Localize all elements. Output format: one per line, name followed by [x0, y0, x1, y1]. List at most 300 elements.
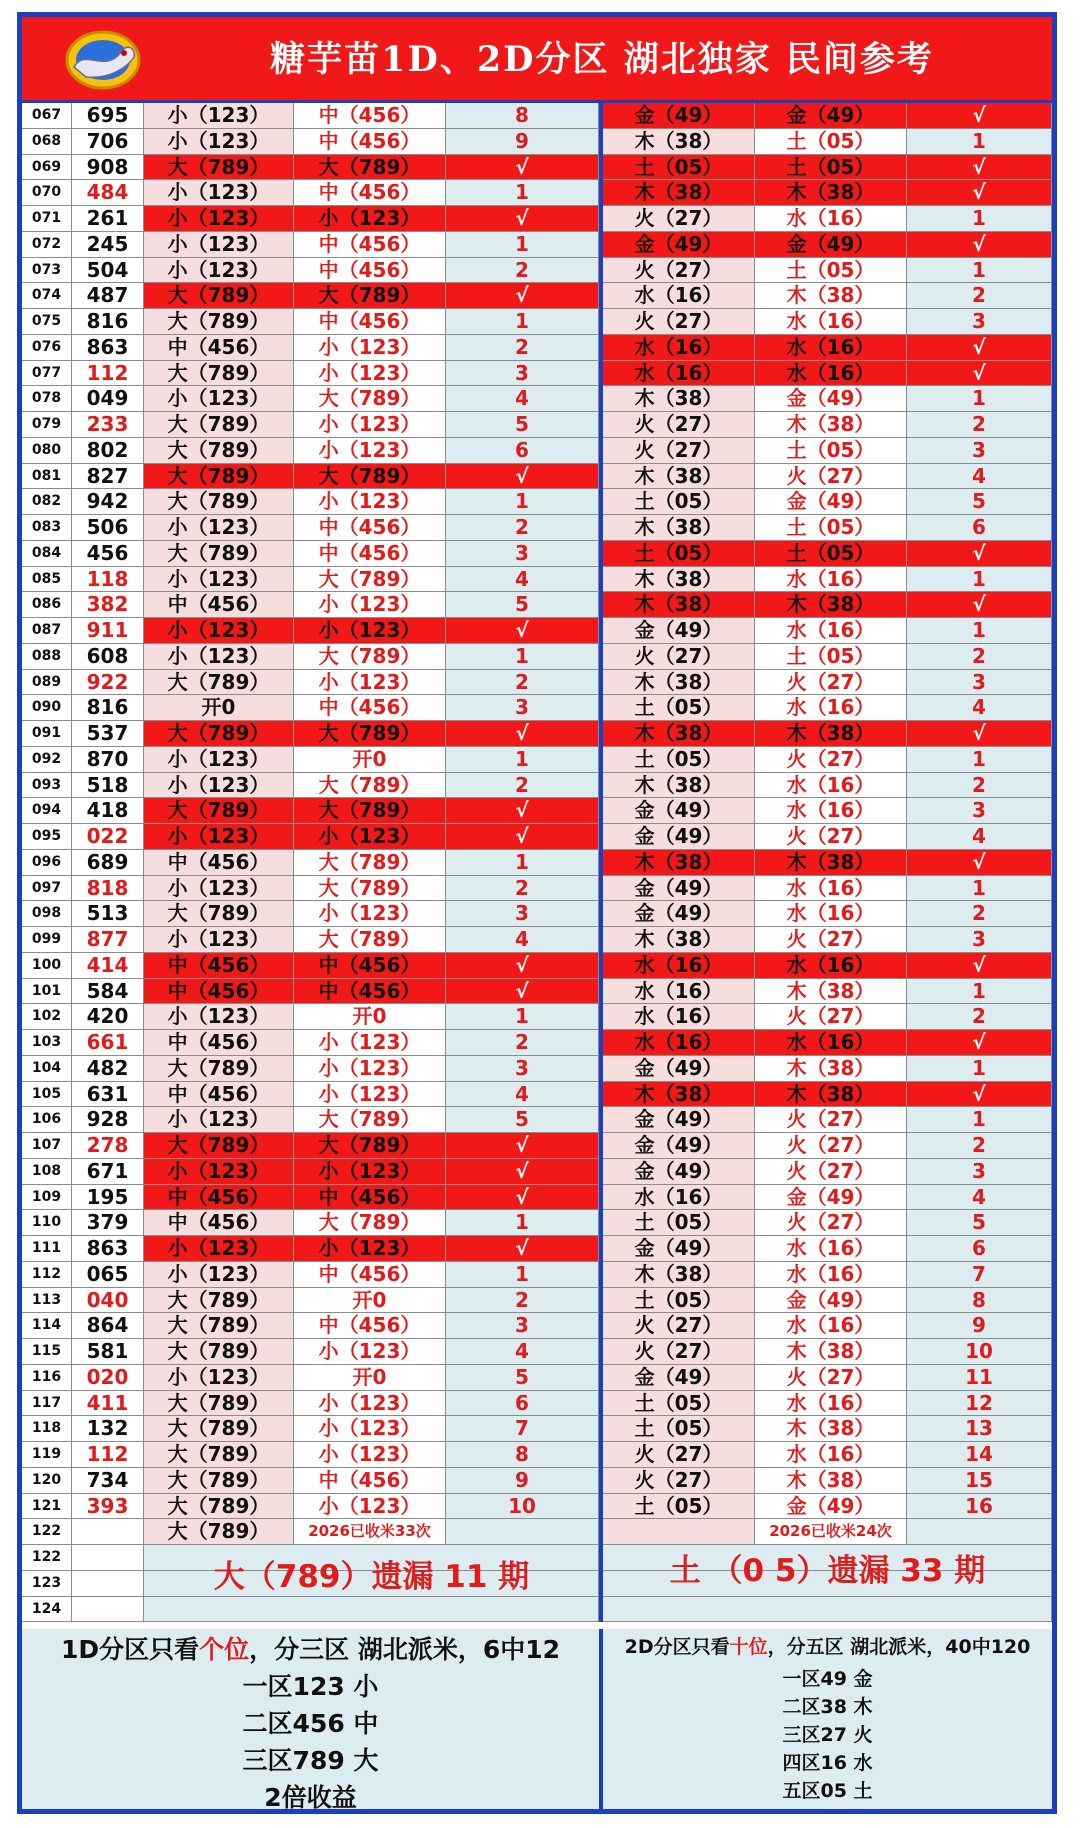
table-row: [22, 1494, 1052, 1520]
period-cell: 108: [22, 1159, 72, 1185]
zone-1d-actual-cell: 中（456）: [144, 1210, 294, 1236]
streak-2d-cell: 14: [907, 1442, 1052, 1468]
zone-2d-pred-cell: 土（05）: [755, 541, 907, 567]
zone-2d-pred-cell: 水（16）: [755, 1236, 907, 1262]
streak-2d-cell: 1: [907, 618, 1052, 644]
period-cell: 121: [22, 1494, 72, 1520]
legend-2d-zone: 一区49 金: [782, 1668, 873, 1690]
zone-2d-actual-cell: 木（38）: [603, 670, 755, 696]
streak-1d-cell: 3: [446, 361, 599, 387]
table-row: [22, 206, 1052, 232]
zone-2d-pred-cell: 土（05）: [755, 258, 907, 284]
zone-1d-pred-cell: 中（456）: [294, 1262, 446, 1288]
period-cell: 084: [22, 541, 72, 567]
zone-2d-pred-cell: 火（27）: [755, 1159, 907, 1185]
streak-1d-cell: 6: [446, 1391, 599, 1417]
zone-2d-pred-cell: 土（05）: [755, 438, 907, 464]
zone-1d-actual-cell: 大（789）: [144, 541, 294, 567]
streak-2d-cell: 1: [907, 1107, 1052, 1133]
zone-1d-pred-cell: 中（456）: [294, 258, 446, 284]
draw-number-cell: [72, 1571, 144, 1597]
draw-number-cell: 908: [72, 155, 144, 181]
zone-2d-pred-cell: 土（05）: [755, 129, 907, 155]
draw-number-cell: 132: [72, 1416, 144, 1442]
zone-1d-actual-cell: 大（789）: [144, 1313, 294, 1339]
table-row: [22, 1056, 1052, 1082]
period-cell: 082: [22, 489, 72, 515]
zone-2d-actual-cell: 金（49）: [603, 618, 755, 644]
zone-2d-actual-cell: 土（05）: [603, 1288, 755, 1314]
zone-2d-pred-cell: 金（49）: [755, 386, 907, 412]
zone-2d-actual-cell: 土（05）: [603, 695, 755, 721]
period-cell: 123: [22, 1571, 72, 1597]
table-row: [22, 567, 1052, 593]
zone-2d-pred-cell: 木（38）: [755, 1468, 907, 1494]
streak-1d-cell: √: [446, 1236, 599, 1262]
zone-2d-pred-cell: 水（16）: [755, 798, 907, 824]
zone-1d-actual-cell: 大（789）: [144, 1339, 294, 1365]
draw-number-cell: 942: [72, 489, 144, 515]
zone-2d-pred-cell: 木（38）: [755, 1416, 907, 1442]
zone-2d-pred-cell: 金（49）: [755, 1185, 907, 1211]
zone-1d-pred-cell: 中（456）: [294, 1185, 446, 1211]
zone-1d-pred-cell: 小（123）: [294, 592, 446, 618]
legend-2d-zone: 二区38 木: [782, 1696, 873, 1718]
zone-1d-actual-cell: 小（123）: [144, 515, 294, 541]
draw-number-cell: 631: [72, 1082, 144, 1108]
streak-1d-cell: [446, 1519, 599, 1545]
zone-1d-actual-cell: 小（123）: [144, 1159, 294, 1185]
zone-2d-pred-cell: 火（27）: [755, 670, 907, 696]
zone-2d-actual-cell: 水（16）: [603, 283, 755, 309]
zone-1d-actual-cell: 中（456）: [144, 592, 294, 618]
zone-2d-actual-cell: 金（49）: [603, 1107, 755, 1133]
period-cell: 080: [22, 438, 72, 464]
streak-2d-cell: 13: [907, 1416, 1052, 1442]
zone-1d-actual-cell: 大（789）: [144, 438, 294, 464]
zone-1d-pred-cell: 中（456）: [294, 1468, 446, 1494]
streak-1d-cell: 3: [446, 1313, 599, 1339]
zone-2d-actual-cell: [603, 1519, 755, 1545]
zone-1d-pred-cell: 小（123）: [294, 412, 446, 438]
zone-2d-pred-cell: 水（16）: [755, 206, 907, 232]
period-cell: 102: [22, 1004, 72, 1030]
streak-1d-cell: √: [446, 618, 599, 644]
draw-number-cell: 411: [72, 1391, 144, 1417]
zone-1d-actual-cell: 大（789）: [144, 1416, 294, 1442]
draw-number-cell: 484: [72, 180, 144, 206]
zone-1d-pred-cell: 小（123）: [294, 1030, 446, 1056]
footer-right-legend: [603, 1629, 1052, 1814]
period-cell: 114: [22, 1313, 72, 1339]
zone-1d-pred-cell: 小（123）: [294, 1082, 446, 1108]
zone-2d-actual-cell: 金（49）: [603, 1056, 755, 1082]
zone-1d-actual-cell: 小（123）: [144, 232, 294, 258]
draw-number-cell: 922: [72, 670, 144, 696]
table-row: [22, 1185, 1052, 1211]
streak-1d-cell: √: [446, 1159, 599, 1185]
table-row: [22, 1365, 1052, 1391]
period-cell: 117: [22, 1391, 72, 1417]
period-cell: 090: [22, 695, 72, 721]
legend-2d-rule: 2D分区只看十位，分五区 湖北派米，40中120: [624, 1636, 1031, 1658]
zone-1d-pred-cell: 小（123）: [294, 1416, 446, 1442]
legend-1d-profit: 2倍收益: [264, 1783, 357, 1812]
zone-1d-actual-cell: 大（789）: [144, 670, 294, 696]
zone-1d-pred-cell: 大（789）: [294, 464, 446, 490]
zone-1d-pred-cell: 中（456）: [294, 979, 446, 1005]
table-row: [22, 927, 1052, 953]
streak-1d-cell: 9: [446, 129, 599, 155]
table-row: [22, 1313, 1052, 1339]
zone-2d-pred-cell: 金（49）: [755, 489, 907, 515]
draw-number-cell: 513: [72, 901, 144, 927]
table-row: [22, 721, 1052, 747]
draw-number-cell: 118: [72, 567, 144, 593]
period-cell: 092: [22, 747, 72, 773]
streak-1d-cell: 1: [446, 1262, 599, 1288]
draw-number-cell: 245: [72, 232, 144, 258]
draw-number-cell: 802: [72, 438, 144, 464]
period-cell: 119: [22, 1442, 72, 1468]
hit-count-1d-note: 2026已收米33次: [294, 1519, 446, 1545]
zone-1d-pred-cell: 大（789）: [294, 155, 446, 181]
period-cell: 076: [22, 335, 72, 361]
zone-2d-pred-cell: 火（27）: [755, 1107, 907, 1133]
zone-1d-pred-cell: 小（123）: [294, 438, 446, 464]
zone-2d-actual-cell: 土（05）: [603, 1391, 755, 1417]
draw-number-cell: 537: [72, 721, 144, 747]
zone-1d-actual-cell: 小（123）: [144, 1262, 294, 1288]
table-row: [22, 747, 1052, 773]
zone-1d-actual-cell: 小（123）: [144, 567, 294, 593]
streak-2d-cell: √: [907, 335, 1052, 361]
zone-2d-pred-cell: 水（16）: [755, 1391, 907, 1417]
zone-1d-actual-cell: 开0: [144, 695, 294, 721]
streak-2d-cell: 9: [907, 1313, 1052, 1339]
zone-1d-pred-cell: 大（789）: [294, 644, 446, 670]
zone-1d-actual-cell: 小（123）: [144, 129, 294, 155]
streak-1d-cell: √: [446, 979, 599, 1005]
legend-2d-zone: 四区16 水: [782, 1752, 873, 1774]
zone-1d-pred-cell: 大（789）: [294, 721, 446, 747]
zone-2d-pred-cell: 水（16）: [755, 876, 907, 902]
table-row: [22, 953, 1052, 979]
draw-number-cell: 049: [72, 386, 144, 412]
table-row: [22, 1519, 1052, 1545]
zone-1d-actual-cell: 大（789）: [144, 489, 294, 515]
zone-2d-actual-cell: 土（05）: [603, 489, 755, 515]
period-cell: 115: [22, 1339, 72, 1365]
zone-2d-actual-cell: 金（49）: [603, 901, 755, 927]
miss-2d-summary: 土 （0 5）遗漏 33 期: [669, 1553, 986, 1589]
draw-number-cell: 112: [72, 1442, 144, 1468]
zone-1d-pred-cell: 小（123）: [294, 1056, 446, 1082]
draw-number-cell: 671: [72, 1159, 144, 1185]
zone-2d-actual-cell: 木（38）: [603, 850, 755, 876]
data-table: [22, 103, 1052, 1629]
zone-1d-pred-cell: 小（123）: [294, 670, 446, 696]
streak-2d-cell: √: [907, 361, 1052, 387]
period-cell: 103: [22, 1030, 72, 1056]
table-row: [22, 232, 1052, 258]
zone-2d-actual-cell: 土（05）: [603, 747, 755, 773]
streak-1d-cell: 3: [446, 1056, 599, 1082]
legend-2d-zone: 三区27 火: [782, 1724, 873, 1746]
zone-2d-actual-cell: 木（38）: [603, 592, 755, 618]
table-row: [22, 412, 1052, 438]
zone-1d-actual-cell: 小（123）: [144, 180, 294, 206]
zone-2d-actual-cell: 土（05）: [603, 1210, 755, 1236]
zone-2d-actual-cell: 火（27）: [603, 1339, 755, 1365]
zone-2d-actual-cell: 木（38）: [603, 129, 755, 155]
draw-number-cell: 518: [72, 773, 144, 799]
zone-2d-pred-cell: 土（05）: [755, 644, 907, 670]
draw-number-cell: [72, 1545, 144, 1571]
zone-2d-actual-cell: 金（49）: [603, 1133, 755, 1159]
draw-number-cell: 379: [72, 1210, 144, 1236]
streak-1d-cell: 2: [446, 515, 599, 541]
zone-1d-pred-cell: 中（456）: [294, 515, 446, 541]
zone-1d-pred-cell: 小（123）: [294, 1442, 446, 1468]
streak-1d-cell: 1: [446, 1004, 599, 1030]
zone-2d-pred-cell: 木（38）: [755, 412, 907, 438]
draw-number-cell: 734: [72, 1468, 144, 1494]
zone-2d-pred-cell: 火（27）: [755, 464, 907, 490]
streak-1d-cell: 1: [446, 850, 599, 876]
period-cell: 106: [22, 1107, 72, 1133]
period-cell: 101: [22, 979, 72, 1005]
zone-1d-actual-cell: 小（123）: [144, 1236, 294, 1262]
zone-2d-actual-cell: 金（49）: [603, 232, 755, 258]
streak-1d-cell: 1: [446, 489, 599, 515]
streak-1d-cell: 2: [446, 1288, 599, 1314]
zone-2d-pred-cell: 水（16）: [755, 953, 907, 979]
zone-1d-pred-cell: 小（123）: [294, 1339, 446, 1365]
draw-number-cell: 689: [72, 850, 144, 876]
zone-2d-actual-cell: 木（38）: [603, 386, 755, 412]
period-cell: 122: [22, 1519, 72, 1545]
streak-2d-cell: [907, 1519, 1052, 1545]
period-cell: 112: [22, 1262, 72, 1288]
streak-2d-cell: 6: [907, 1236, 1052, 1262]
zone-1d-pred-cell: 小（123）: [294, 824, 446, 850]
zone-1d-actual-cell: 大（789）: [144, 901, 294, 927]
period-cell: 096: [22, 850, 72, 876]
zone-2d-actual-cell: 木（38）: [603, 1082, 755, 1108]
zone-1d-actual-cell: 大（789）: [144, 464, 294, 490]
zone-2d-pred-cell: 土（05）: [755, 515, 907, 541]
streak-1d-cell: 1: [446, 309, 599, 335]
draw-number-cell: 112: [72, 361, 144, 387]
table-row: [22, 515, 1052, 541]
draw-number-cell: 816: [72, 695, 144, 721]
zone-2d-actual-cell: 金（49）: [603, 1159, 755, 1185]
zone-1d-actual-cell: 小（123）: [144, 103, 294, 129]
zone-2d-pred-cell: 火（27）: [755, 1365, 907, 1391]
table-row: [22, 1597, 1052, 1623]
streak-2d-cell: √: [907, 953, 1052, 979]
zone-1d-actual-cell: 中（456）: [144, 953, 294, 979]
streak-2d-cell: 3: [907, 798, 1052, 824]
zone-2d-pred-cell: 水（16）: [755, 1313, 907, 1339]
zone-1d-actual-cell: 中（456）: [144, 1030, 294, 1056]
zone-2d-actual-cell: 木（38）: [603, 567, 755, 593]
miss-1d-summary: 大（789）遗漏 11 期: [213, 1559, 530, 1595]
table-row: [22, 438, 1052, 464]
zone-1d-pred-cell: 中（456）: [294, 103, 446, 129]
streak-2d-cell: 3: [907, 309, 1052, 335]
streak-1d-cell: √: [446, 1133, 599, 1159]
table-row: [22, 283, 1052, 309]
zone-1d-actual-cell: 小（123）: [144, 824, 294, 850]
zone-2d-pred-cell: 水（16）: [755, 618, 907, 644]
streak-2d-cell: 2: [907, 283, 1052, 309]
table-row: [22, 773, 1052, 799]
table-row: [22, 1288, 1052, 1314]
table-row: [22, 1262, 1052, 1288]
zone-2d-pred-cell: 火（27）: [755, 1210, 907, 1236]
zone-2d-pred-cell: 金（49）: [755, 103, 907, 129]
zone-2d-actual-cell: 木（38）: [603, 927, 755, 953]
table-row: [22, 1468, 1052, 1494]
table-row: [22, 258, 1052, 284]
table-row: [22, 592, 1052, 618]
zone-1d-pred-cell: 中（456）: [294, 180, 446, 206]
zone-2d-pred-cell: 木（38）: [755, 1339, 907, 1365]
zone-2d-actual-cell: 水（16）: [603, 953, 755, 979]
footer-left-legend: [22, 1629, 599, 1814]
zone-2d-pred-cell: 水（16）: [755, 567, 907, 593]
blank-1d-area: [144, 1597, 599, 1623]
table-row: [22, 1391, 1052, 1417]
table-row: [22, 798, 1052, 824]
zone-1d-actual-cell: 小（123）: [144, 206, 294, 232]
zone-1d-pred-cell: 大（789）: [294, 283, 446, 309]
zone-2d-actual-cell: 水（16）: [603, 335, 755, 361]
streak-1d-cell: 5: [446, 1107, 599, 1133]
table-row: [22, 1082, 1052, 1108]
streak-2d-cell: 2: [907, 901, 1052, 927]
streak-1d-cell: 4: [446, 567, 599, 593]
zone-1d-pred-cell: 中（456）: [294, 953, 446, 979]
streak-1d-cell: 10: [446, 1494, 599, 1520]
zone-1d-pred-cell: 大（789）: [294, 773, 446, 799]
streak-2d-cell: 2: [907, 773, 1052, 799]
period-cell: 070: [22, 180, 72, 206]
zone-2d-pred-cell: 水（16）: [755, 901, 907, 927]
draw-number-cell: 661: [72, 1030, 144, 1056]
period-cell: 095: [22, 824, 72, 850]
zone-2d-actual-cell: 木（38）: [603, 180, 755, 206]
table-row: [22, 541, 1052, 567]
streak-2d-cell: √: [907, 155, 1052, 181]
zone-2d-actual-cell: 金（49）: [603, 798, 755, 824]
zone-1d-actual-cell: 中（456）: [144, 1185, 294, 1211]
zone-1d-pred-cell: 小（123）: [294, 618, 446, 644]
streak-1d-cell: √: [446, 798, 599, 824]
zone-2d-actual-cell: 水（16）: [603, 361, 755, 387]
zone-2d-actual-cell: 土（05）: [603, 1416, 755, 1442]
zone-2d-pred-cell: 金（49）: [755, 1494, 907, 1520]
period-cell: 071: [22, 206, 72, 232]
draw-number-cell: 911: [72, 618, 144, 644]
zone-1d-actual-cell: 大（789）: [144, 283, 294, 309]
draw-number-cell: 863: [72, 1236, 144, 1262]
zone-1d-pred-cell: 中（456）: [294, 1313, 446, 1339]
zone-1d-actual-cell: 小（123）: [144, 618, 294, 644]
zone-1d-actual-cell: 大（789）: [144, 1288, 294, 1314]
period-cell: 111: [22, 1236, 72, 1262]
hit-count-2d-note: 2026已收米24次: [755, 1519, 907, 1545]
streak-1d-cell: 1: [446, 232, 599, 258]
zone-1d-pred-cell: 小（123）: [294, 206, 446, 232]
zone-2d-pred-cell: 木（38）: [755, 721, 907, 747]
zone-2d-pred-cell: 火（27）: [755, 1004, 907, 1030]
draw-number-cell: 506: [72, 515, 144, 541]
streak-1d-cell: 5: [446, 1365, 599, 1391]
zone-2d-actual-cell: 火（27）: [603, 258, 755, 284]
streak-2d-cell: 8: [907, 1288, 1052, 1314]
zone-2d-actual-cell: 水（16）: [603, 1185, 755, 1211]
table-row: [22, 1416, 1052, 1442]
streak-1d-cell: 4: [446, 1339, 599, 1365]
period-cell: 107: [22, 1133, 72, 1159]
period-cell: 072: [22, 232, 72, 258]
table-row: [22, 695, 1052, 721]
streak-1d-cell: 4: [446, 1082, 599, 1108]
streak-2d-cell: 12: [907, 1391, 1052, 1417]
draw-number-cell: 870: [72, 747, 144, 773]
draw-number-cell: 195: [72, 1185, 144, 1211]
table-row: [22, 670, 1052, 696]
streak-2d-cell: 7: [907, 1262, 1052, 1288]
zone-2d-actual-cell: 火（27）: [603, 206, 755, 232]
zone-2d-pred-cell: 木（38）: [755, 1056, 907, 1082]
zone-2d-pred-cell: 木（38）: [755, 592, 907, 618]
streak-2d-cell: 2: [907, 1004, 1052, 1030]
draw-number-cell: 816: [72, 309, 144, 335]
period-cell: 091: [22, 721, 72, 747]
zone-2d-pred-cell: 水（16）: [755, 773, 907, 799]
streak-1d-cell: 2: [446, 670, 599, 696]
streak-2d-cell: √: [907, 180, 1052, 206]
zone-2d-actual-cell: 火（27）: [603, 644, 755, 670]
zone-2d-actual-cell: 土（05）: [603, 155, 755, 181]
table-row: [22, 1133, 1052, 1159]
zone-2d-pred-cell: 木（38）: [755, 979, 907, 1005]
zone-1d-actual-cell: 大（789）: [144, 1494, 294, 1520]
zone-1d-actual-cell: 中（456）: [144, 850, 294, 876]
zone-2d-actual-cell: 金（49）: [603, 876, 755, 902]
period-cell: 077: [22, 361, 72, 387]
streak-1d-cell: 9: [446, 1468, 599, 1494]
period-cell: 078: [22, 386, 72, 412]
draw-number-cell: [72, 1519, 144, 1545]
legend-1d-zone: 二区456 中: [242, 1709, 379, 1738]
zone-2d-pred-cell: 火（27）: [755, 824, 907, 850]
table-row: [22, 1236, 1052, 1262]
streak-2d-cell: 3: [907, 670, 1052, 696]
zone-1d-actual-cell: 小（123）: [144, 1004, 294, 1030]
zone-1d-pred-cell: 中（456）: [294, 541, 446, 567]
zone-2d-pred-cell: 木（38）: [755, 180, 907, 206]
period-cell: 109: [22, 1185, 72, 1211]
period-cell: 087: [22, 618, 72, 644]
draw-number-cell: 877: [72, 927, 144, 953]
zone-2d-actual-cell: 火（27）: [603, 1468, 755, 1494]
zone-2d-pred-cell: 木（38）: [755, 850, 907, 876]
